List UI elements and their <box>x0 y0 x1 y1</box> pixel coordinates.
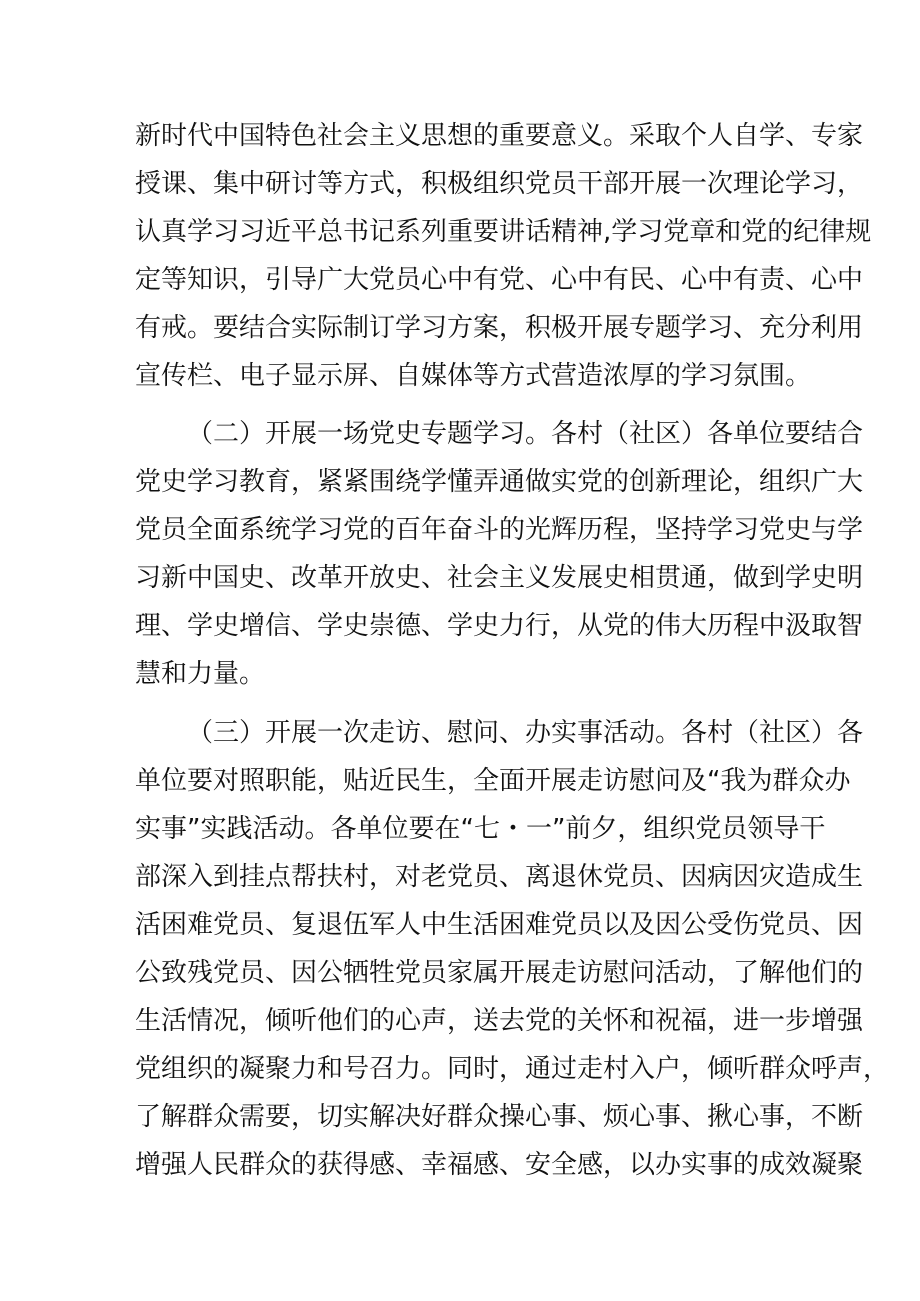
paragraph-2-line-1: （二）开展一场党史专题学习。各村（社区）各单位要结合 <box>187 419 864 449</box>
paragraph-2-line-4: 习新中国史、改革开放史、社会主义发展史相贯通，做到学史明 <box>135 563 864 593</box>
paragraph-1-line-5: 有戒。要结合实际制订学习方案，积极开展专题学习、充分利用 <box>135 313 864 343</box>
paragraph-3-line-1: （三）开展一次走访、慰问、办实事活动。各村（社区）各 <box>187 718 864 748</box>
paragraph-3-line-2: 单位要对照职能，贴近民生，全面开展走访慰问及“我为群众办 <box>135 766 851 796</box>
paragraph-1-line-6: 宣传栏、电子显示屏、自媒体等方式营造浓厚的学习氛围。 <box>135 361 812 391</box>
paragraph-3-line-6: 公致残党员、因公牺牲党员家属开展走访慰问活动，了解他们的 <box>135 958 864 988</box>
paragraph-3-line-5: 活困难党员、复退伍军人中生活困难党员以及因公受伤党员、因 <box>135 910 864 940</box>
paragraph-2-line-6: 慧和力量。 <box>135 659 266 689</box>
paragraph-3-line-4: 部深入到挂点帮扶村，对老党员、离退休党员、因病因灾造成生 <box>135 862 864 892</box>
paragraph-2-line-2: 党史学习教育，紧紧围绕学懂弄通做实党的创新理论，组织广大 <box>135 467 864 497</box>
paragraph-3-line-3: 实事”实践活动。各单位要在“七・一”前夕，组织党员领导干 <box>135 814 826 844</box>
paragraph-3-line-10: 增强人民群众的获得感、幸福感、安全感，以办实事的成效凝聚 <box>135 1150 864 1180</box>
paragraph-1-line-1: 新时代中国特色社会主义思想的重要意义。采取个人自学、专家 <box>135 121 864 151</box>
paragraph-1-line-3: 认真学习习近平总书记系列重要讲话精神,学习党章和党的纪律规 <box>135 217 872 247</box>
paragraph-3-line-8: 党组织的凝聚力和号召力。同时，通过走村入户，倾听群众呼声， <box>135 1054 890 1084</box>
paragraph-3-line-9: 了解群众需要，切实解决好群众操心事、烦心事、揪心事，不断 <box>135 1102 864 1132</box>
paragraph-1-line-4: 定等知识，引导广大党员心中有党、心中有民、心中有责、心中 <box>135 265 864 295</box>
paragraph-3-line-7: 生活情况，倾听他们的心声，送去党的关怀和祝福，进一步增强 <box>135 1006 864 1036</box>
paragraph-2-line-3: 党员全面系统学习党的百年奋斗的光辉历程，坚持学习党史与学 <box>135 515 864 545</box>
paragraph-2-line-5: 理、学史增信、学史崇德、学史力行，从党的伟大历程中汲取智 <box>135 611 864 641</box>
paragraph-1-line-2: 授课、集中研讨等方式，积极组织党员干部开展一次理论学习， <box>135 169 864 199</box>
